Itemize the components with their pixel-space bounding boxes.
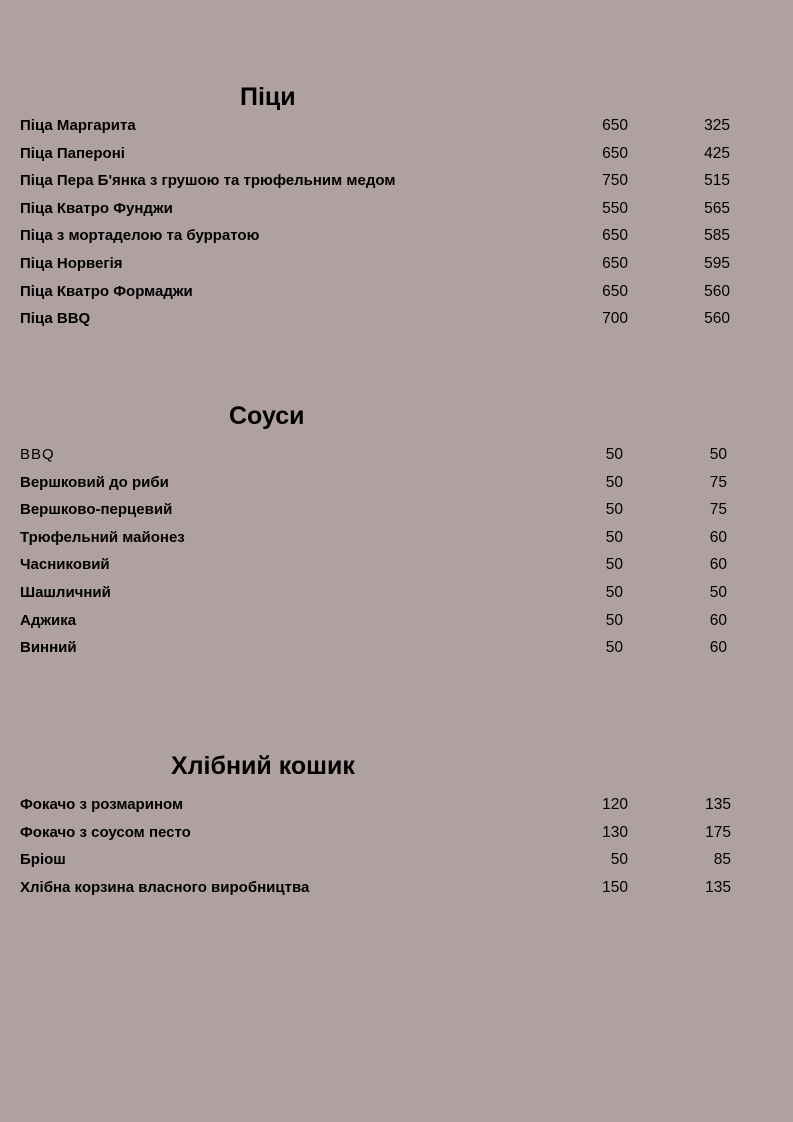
item-value-2: 585 xyxy=(704,227,730,245)
item-value-1: 50 xyxy=(605,556,623,574)
item-value-1: 50 xyxy=(605,501,623,519)
item-value-1: 150 xyxy=(602,878,628,896)
item-value-2: 560 xyxy=(704,310,730,328)
item-value-2: 565 xyxy=(704,199,730,217)
item-name: Часниковий xyxy=(20,556,110,574)
item-value-2: 60 xyxy=(709,611,727,629)
item-name: Піца Маргарита xyxy=(20,117,136,134)
item-value-2: 515 xyxy=(704,172,730,190)
pizza-list xyxy=(20,112,740,333)
item-value-1: 50 xyxy=(605,583,623,601)
item-name: Шашличний xyxy=(20,583,111,601)
item-value-1: 650 xyxy=(602,254,628,272)
menu-item xyxy=(20,195,740,223)
item-name: Піца BBQ xyxy=(20,310,91,328)
item-name: Піца Пера Б'янка з грушою та трюфельним медом xyxy=(20,172,396,190)
item-value-2: 75 xyxy=(709,473,727,491)
menu-item xyxy=(20,551,740,579)
item-value-2: 560 xyxy=(704,282,730,300)
item-value-2: 135 xyxy=(705,878,731,896)
item-value-1: 550 xyxy=(602,199,628,217)
item-name: Вершковий до риби xyxy=(20,473,169,491)
item-value-2: 60 xyxy=(709,556,727,574)
item-value-1: 50 xyxy=(605,611,623,629)
item-value-1: 650 xyxy=(602,144,628,162)
item-name: Піца з мортаделою та бурратою xyxy=(20,227,260,245)
item-value-2: 50 xyxy=(709,446,727,463)
item-value-1: 50 xyxy=(605,473,623,491)
item-name: Піца Кватро Фунджи xyxy=(20,199,173,217)
menu-item xyxy=(20,819,740,847)
bread-list xyxy=(20,791,740,901)
item-value-2: 60 xyxy=(709,528,727,546)
menu-item xyxy=(20,607,740,635)
menu-item xyxy=(20,112,740,140)
item-value-1: 50 xyxy=(605,528,623,546)
menu-item xyxy=(20,579,740,607)
item-name: Піца Кватро Формаджи xyxy=(20,282,193,300)
item-value-1: 650 xyxy=(602,117,628,134)
menu-item xyxy=(20,441,740,469)
item-value-2: 175 xyxy=(705,823,731,841)
item-value-2: 50 xyxy=(709,583,727,601)
item-name: Трюфельний майонез xyxy=(20,528,185,546)
menu-item xyxy=(20,496,740,524)
item-name: Хлібна корзина власного виробництва xyxy=(20,878,310,896)
item-name: Винний xyxy=(20,639,77,657)
section-title-pizza: Піци xyxy=(240,83,296,111)
menu-item xyxy=(20,846,740,874)
item-value-1: 50 xyxy=(605,639,623,657)
item-value-1: 650 xyxy=(602,282,628,300)
item-value-2: 425 xyxy=(704,144,730,162)
item-name: Піца Папероні xyxy=(20,144,125,162)
item-value-1: 650 xyxy=(602,227,628,245)
menu-item xyxy=(20,469,740,497)
item-value-2: 85 xyxy=(713,851,731,869)
item-value-2: 75 xyxy=(709,501,727,519)
item-name: Вершково-перцевий xyxy=(20,501,173,519)
item-name: Фокачо з соусом песто xyxy=(20,823,191,841)
menu-item xyxy=(20,222,740,250)
item-value-1: 50 xyxy=(605,446,623,463)
item-value-1: 700 xyxy=(602,310,628,328)
menu-item xyxy=(20,278,740,306)
item-value-1: 750 xyxy=(602,172,628,190)
item-name: Піца Норвегія xyxy=(20,254,123,272)
menu-item xyxy=(20,524,740,552)
section-title-bread: Хлібний кошик xyxy=(171,752,355,780)
menu-item xyxy=(20,874,740,902)
menu-item xyxy=(20,250,740,278)
item-value-2: 595 xyxy=(704,254,730,272)
item-value-2: 325 xyxy=(704,117,730,134)
item-name: Бріош xyxy=(20,851,66,869)
menu-item xyxy=(20,791,740,819)
menu-item xyxy=(20,305,740,333)
menu-item xyxy=(20,167,740,195)
item-value-2: 60 xyxy=(709,639,727,657)
sauces-list xyxy=(20,441,740,662)
item-value-1: 130 xyxy=(602,823,628,841)
item-value-2: 135 xyxy=(705,796,731,813)
menu-item xyxy=(20,140,740,168)
item-value-1: 50 xyxy=(610,851,628,869)
section-title-sauces: Соуси xyxy=(229,402,305,430)
item-name: BBQ xyxy=(20,446,55,463)
menu-item xyxy=(20,634,740,662)
item-name: Фокачо з розмарином xyxy=(20,796,184,813)
item-value-1: 120 xyxy=(602,796,628,813)
item-name: Аджика xyxy=(20,611,77,629)
